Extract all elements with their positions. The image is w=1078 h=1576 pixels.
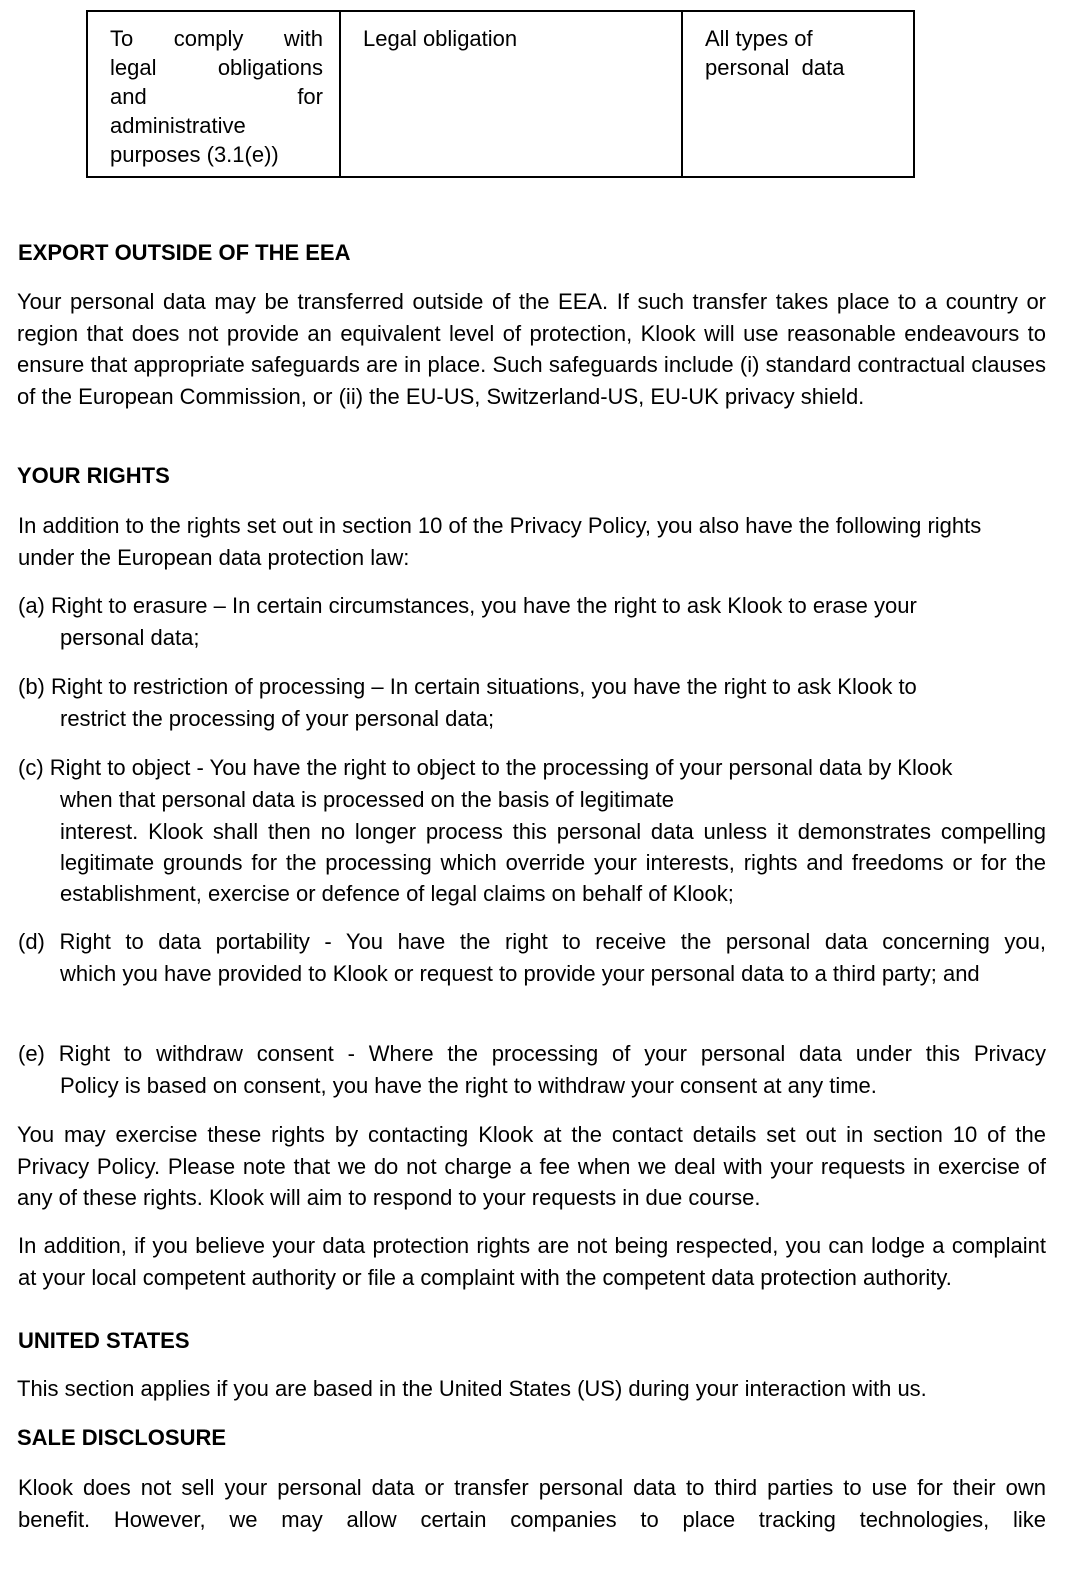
complaint-paragraph: In addition, if you believe your data protection rights are not being respected, you can lodge a complaint at your local competent authority or file a complaint with the competent data protection authority.: [18, 1233, 1046, 1290]
right-erasure-item: (a) Right to erasure – In certain circumstances, you have the right to ask Klook to erase your personal data;: [18, 593, 917, 650]
rights-heading: YOUR RIGHTS: [17, 463, 170, 488]
purpose-line-2: legal obligations: [110, 55, 323, 80]
exercise-rights-paragraph: You may exercise these rights by contacting Klook at the contact details set out in section 10 of the Privacy Policy. Please note that we do not charge a fee when we deal with your requests in exercise of any of these rights. Klook will aim to respond to your requests in due course.: [17, 1122, 1046, 1210]
export-heading: EXPORT OUTSIDE OF THE EEA: [18, 240, 351, 265]
sale-disclosure-body: Klook does not sell your personal data or transfer personal data to third parties to use for their own benefit. However, we may allow certain companies to place tracking technologies, like: [18, 1475, 1046, 1532]
purpose-line-3: and for: [110, 84, 323, 109]
sale-disclosure-heading: SALE DISCLOSURE: [17, 1425, 227, 1450]
data-processing-table-row: [86, 10, 915, 178]
lawful-basis-cell: Legal obligation: [339, 12, 681, 176]
right-object-item: (c) Right to object - You have the right to object to the processing of your personal data by Klook when that personal data is processed on the basis of legitimate interest. Klook shall then no longer process this personal data unless it demonstrates compelling legitimate grounds for the processing which override your interests, rights and freedoms or for the establishment, exercise or defence of legal claims on behalf of Klook;: [18, 755, 1046, 906]
export-body: Your personal data may be transferred outside of the EEA. If such transfer takes place to a country or region that does not provide an equivalent level of protection, Klook will use reasonable endeavours to ensure that appropriate safeguards are in place. Such safeguards include (i) standard contractual clauses of the European Commission, or (ii) the EU-US, Switzerland-US, EU-UK privacy shield.: [17, 289, 1046, 409]
right-withdraw-consent-item: (e) Right to withdraw consent - Where the processing of your personal data under this Privacy Policy is based on consent, you have the right to withdraw your consent at any time.: [18, 1041, 1046, 1098]
right-restriction-item: (b) Right to restriction of processing – In certain situations, you have the right to ask Klook to restrict the processing of your personal data;: [18, 674, 917, 731]
purpose-line-5: purposes (3.1(e)): [110, 142, 279, 167]
right-portability-item: (d) Right to data portability - You have the right to receive the personal data concerning you, which you have provided to Klook or request to provide your personal data to a third party; and: [18, 929, 1046, 986]
united-states-body: This section applies if you are based in the United States (US) during your interaction with us.: [17, 1376, 927, 1401]
purpose-line-4: administrative: [110, 113, 246, 138]
data-types-cell: All types of personal data: [681, 12, 913, 176]
purpose-cell: [88, 12, 339, 176]
rights-intro: In addition to the rights set out in section 10 of the Privacy Policy, you also have the following rights under the European data protection law:: [18, 513, 982, 570]
purpose-line-1: To comply with: [110, 26, 323, 51]
united-states-heading: UNITED STATES: [18, 1328, 190, 1353]
